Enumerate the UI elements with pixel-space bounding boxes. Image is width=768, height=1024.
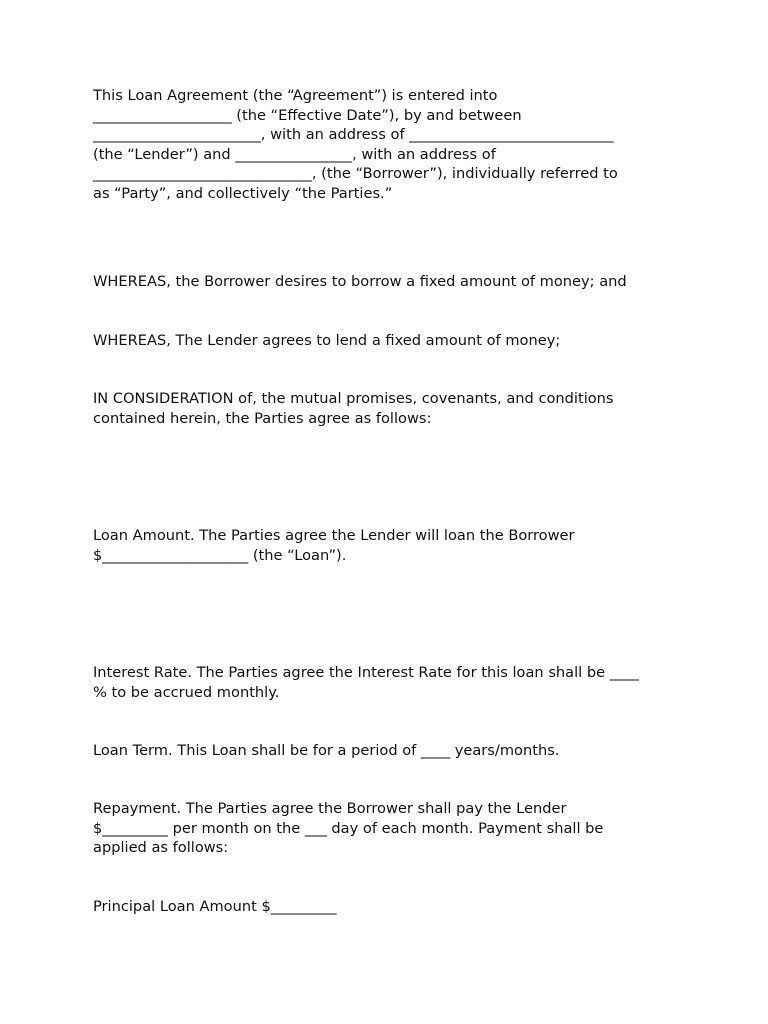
loan-term-line: Loan Term. This Loan shall be for a period of ____ years/months. [93,742,560,759]
principal-paragraph [93,897,693,917]
consideration-paragraph [93,389,693,428]
repayment-line: $_________ per month on the ___ day of each month. Payment shall be [93,819,604,837]
intro-line: ______________________________, (the “Borrower”), individually referred to [93,165,618,183]
repayment-paragraph [93,799,693,858]
intro-line: This Loan Agreement (the “Agreement”) is entered into [93,87,498,104]
interest-rate-paragraph [93,663,693,702]
intro-paragraph [93,86,693,204]
loan-amount-paragraph [93,526,693,565]
intro-line: (the “Lender”) and ________________, with an address of [93,145,496,163]
repayment-line: Repayment. The Parties agree the Borrower shall pay the Lender [93,800,567,817]
intro-line: ___________________ (the “Effective Date”), by and between [93,106,522,124]
consideration-line: contained herein, the Parties agree as follows: [93,409,432,427]
intro-line: as “Party”, and collectively “the Parties.” [93,184,393,202]
interest-rate-line: Interest Rate. The Parties agree the Interest Rate for this loan shall be ____ [93,664,639,681]
interest-rate-line: % to be accrued monthly. [93,683,280,701]
whereas-lender-line: WHEREAS, The Lender agrees to lend a fixed amount of money; [93,332,561,349]
intro-line: _______________________, with an address of ____________________________ [93,126,614,144]
principal-line: Principal Loan Amount $_________ [93,898,337,915]
whereas-borrower-line: WHEREAS, the Borrower desires to borrow a fixed amount of money; and [93,273,627,290]
loan-amount-line: $____________________ (the “Loan”). [93,546,347,564]
loan-term-paragraph [93,741,693,761]
loan-amount-line: Loan Amount. The Parties agree the Lender will loan the Borrower [93,527,575,544]
whereas-borrower-paragraph [93,272,693,292]
repayment-line: applied as follows: [93,839,229,857]
consideration-line: IN CONSIDERATION of, the mutual promises, covenants, and conditions [93,390,614,407]
whereas-lender-paragraph [93,331,693,351]
